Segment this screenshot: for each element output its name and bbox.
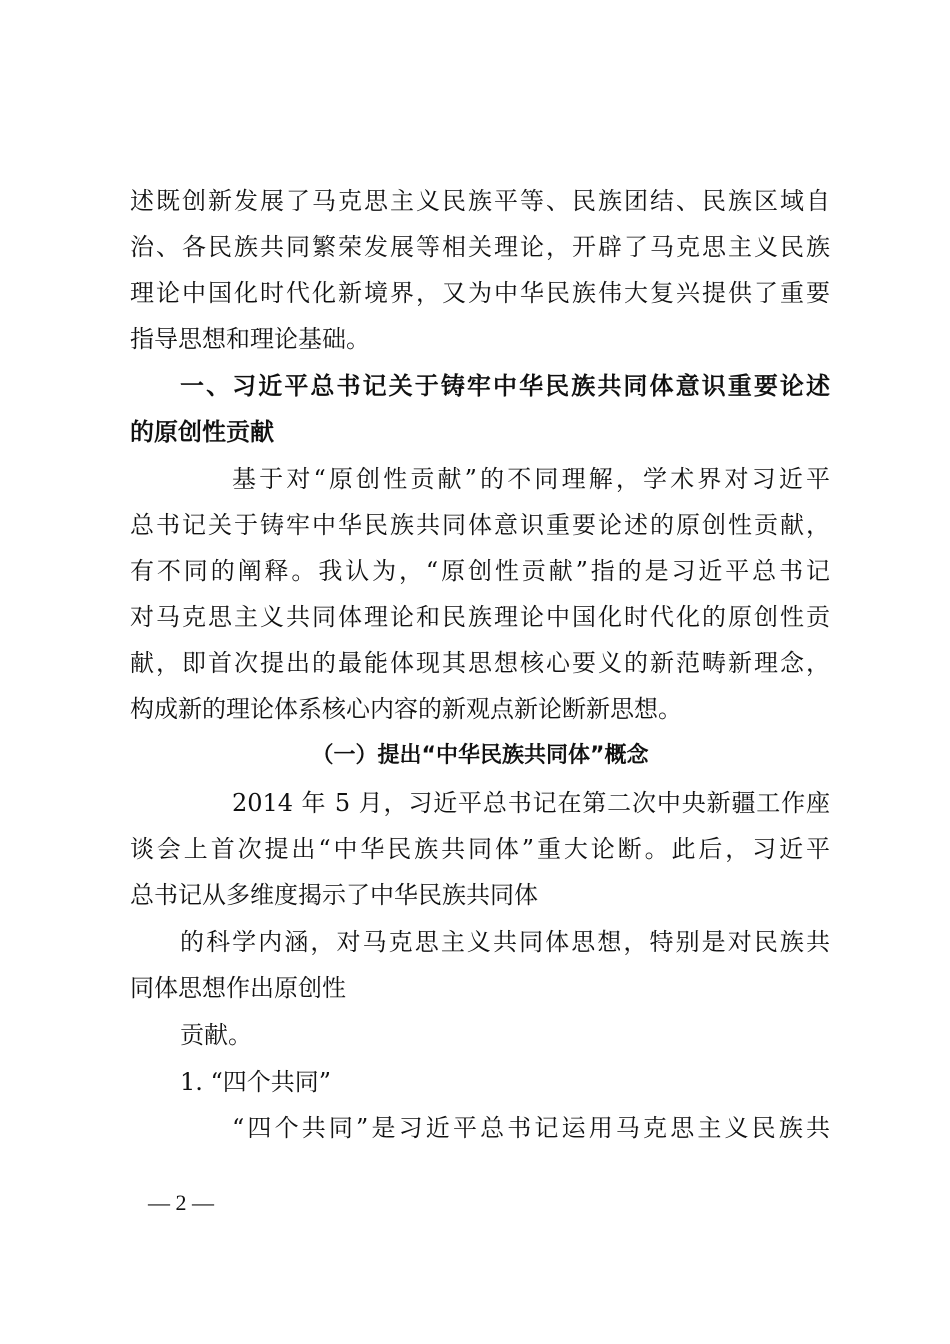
body-text-line: 贡献。 [180,1021,252,1049]
body-text-line: “四个共同”是习近平总书记运用马克思主义民族共 [232,1114,830,1142]
body-text-line: 基于对“原创性贡献”的不同理解，学术界对习近平 [232,465,830,493]
body-text-line: 理论中国化时代化新境界，又为中华民族伟大复兴提供了重要 [130,279,830,307]
body-text-line: 对马克思主义共同体理论和民族理论中国化时代化的原创性贡 [130,603,830,631]
body-text-line: 治、各民族共同繁荣发展等相关理论，开辟了马克思主义民族 [130,233,830,261]
body-text-line: 指导思想和理论基础。 [130,325,370,353]
body-text-line: 总书记关于铸牢中华民族共同体意识重要论述的原创性贡献， [130,511,830,539]
body-text-line: 同体思想作出原创性 [130,974,346,1002]
section-heading: 的原创性贡献 [130,418,274,446]
body-text-line: 有不同的阐释。我认为，“原创性贡献”指的是习近平总书记 [130,557,830,585]
body-text-line: 的科学内涵，对马克思主义共同体思想，特别是对民族共 [180,928,830,956]
body-text-line: 构成新的理论体系核心内容的新观点新论断新思想。 [130,695,682,723]
subsection-heading: （一）提出“中华民族共同体”概念 [311,743,649,768]
body-text-line: 述既创新发展了马克思主义民族平等、民族团结、民族区域自 [130,187,830,215]
body-text-line: 总书记从多维度揭示了中华民族共同体 [130,881,538,909]
page-number: — 2 — [148,1190,214,1215]
numbered-heading: 1. “四个共同” [180,1068,332,1096]
body-text-line: 献，即首次提出的最能体现其思想核心要义的新范畴新理念， [130,649,830,677]
section-heading: 一、习近平总书记关于铸牢中华民族共同体意识重要论述 [180,372,830,400]
body-text-line: 谈会上首次提出“中华民族共同体”重大论断。此后，习近平 [130,835,830,863]
body-text-line: 2014 年 5 月，习近平总书记在第二次中央新疆工作座 [232,789,830,817]
